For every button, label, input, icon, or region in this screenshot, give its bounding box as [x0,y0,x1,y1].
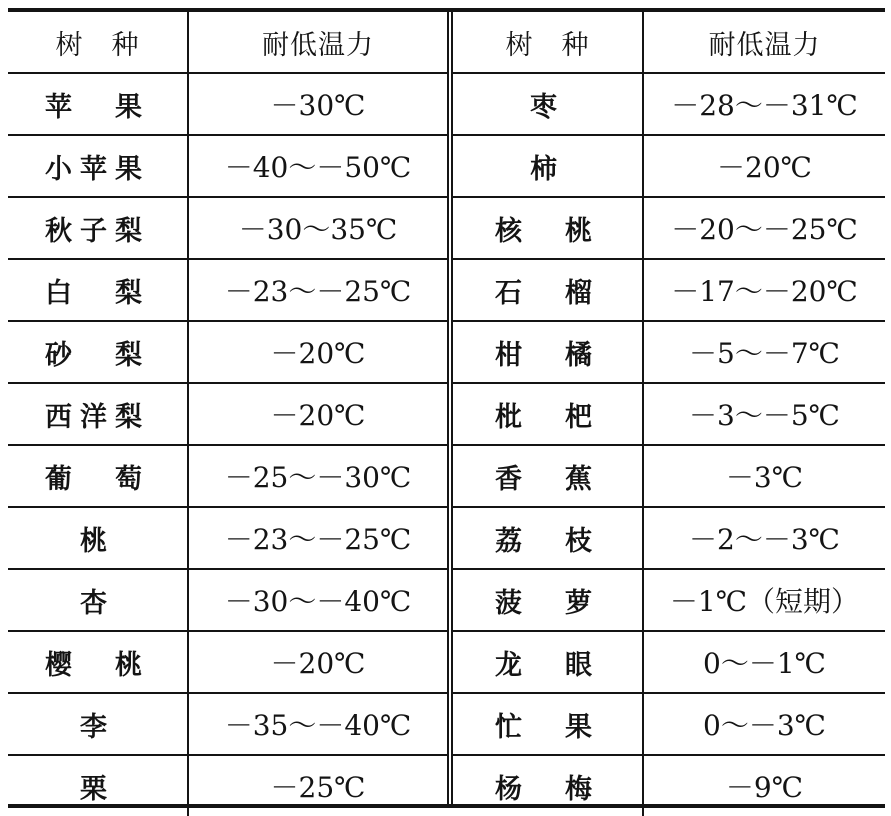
species-name: 柑 橘 [495,339,600,371]
tolerance-value: －20℃ [717,151,812,184]
right-table [453,12,885,816]
tolerance-value: －25℃ [270,771,366,804]
tolerance-value: －25～－30℃ [224,461,412,494]
tolerance-value: －20℃ [270,399,366,432]
left-table-body [8,73,447,816]
tolerance-value: －5～－7℃ [689,337,840,370]
species-column-header: 树 种 [8,12,188,73]
species-name: 葡 萄 [45,463,150,495]
species-name: 核 桃 [495,215,600,247]
species-cell [453,383,643,445]
species-cell [8,383,188,445]
tolerance-value: －3℃ [725,461,804,494]
table-row [8,631,447,693]
tolerance-cell [188,383,447,445]
tolerance-column-header: 耐低温力 [188,12,447,73]
species-name: 忙 果 [495,711,600,743]
table-row [8,135,447,197]
tolerance-value: －2～－3℃ [689,523,840,556]
table-row [453,693,885,755]
species-cell [453,73,643,135]
tolerance-cell [188,197,447,259]
table-row [453,569,885,631]
right-header-row [453,12,885,73]
species-cell [8,693,188,755]
tolerance-value: －17～－20℃ [671,275,858,308]
species-cell [8,73,188,135]
species-cell [8,631,188,693]
species-cell [453,507,643,569]
tolerance-cell [643,321,885,383]
table-row [453,631,885,693]
tolerance-column-header: 耐低温力 [643,12,885,73]
species-name: 西洋梨 [45,401,150,433]
right-table-body [453,73,885,816]
table-row [8,507,447,569]
table-row [453,445,885,507]
tolerance-value: －20℃ [270,337,366,370]
tolerance-cell [188,569,447,631]
table-row [453,321,885,383]
species-name: 菠 萝 [495,587,600,619]
species-name: 香 蕉 [495,463,600,495]
table-row [453,135,885,197]
species-cell [453,569,643,631]
tolerance-value: －30～－40℃ [224,585,412,618]
table-row [453,259,885,321]
tolerance-cell [188,135,447,197]
species-cell [453,631,643,693]
table-row [8,259,447,321]
tolerance-value: －23～－25℃ [224,523,412,556]
tolerance-cell [643,631,885,693]
tolerance-cell [188,259,447,321]
species-name: 荔 枝 [495,525,600,557]
tolerance-value: 0～－3℃ [703,709,826,742]
species-cell [8,569,188,631]
tolerance-value: －9℃ [725,771,804,804]
tolerance-value: －35～－40℃ [224,709,412,742]
tolerance-cell [643,693,885,755]
species-name: 樱 桃 [45,649,150,681]
left-header-row [8,12,447,73]
tolerance-cell [188,445,447,507]
table-right-half [453,12,885,804]
species-cell [8,197,188,259]
table-row [8,693,447,755]
tolerance-cell [188,631,447,693]
species-cell [453,321,643,383]
tolerance-value: 0～－1℃ [703,647,826,680]
tolerance-value: －20℃ [270,647,366,680]
table-row [8,383,447,445]
species-name: 杏 [80,587,115,619]
tolerance-value: －30℃ [270,89,366,122]
species-cell [453,445,643,507]
species-cell [8,507,188,569]
left-table [8,12,447,816]
species-name: 李 [80,711,115,743]
species-name: 小苹果 [45,153,150,185]
species-name: 柿 [530,153,565,185]
species-name: 桃 [80,525,115,557]
tolerance-cell [643,569,885,631]
table-row [453,197,885,259]
tolerance-cell [188,73,447,135]
tolerance-value: －20～－25℃ [671,213,858,246]
table-left-half [8,12,447,804]
species-name: 枣 [530,91,565,123]
table-row [453,383,885,445]
species-name: 枇 杷 [495,401,600,433]
species-cell [453,135,643,197]
species-name: 白 梨 [45,277,150,309]
table-bottom-rule [8,804,885,808]
species-cell [8,259,188,321]
species-cell [453,693,643,755]
tolerance-cell [643,73,885,135]
table-row [8,197,447,259]
species-name: 石 榴 [495,277,600,309]
tolerance-cell [188,693,447,755]
tolerance-value: －30～35℃ [238,213,398,246]
table-row [8,569,447,631]
cold-tolerance-table [8,8,885,808]
species-name: 杨 梅 [495,773,600,805]
table-row [453,507,885,569]
table-row [8,73,447,135]
species-name: 苹 果 [45,91,150,123]
tolerance-cell [643,259,885,321]
species-name: 砂 梨 [45,339,150,371]
species-cell [453,259,643,321]
species-cell [453,197,643,259]
tolerance-value: －28～－31℃ [671,89,858,122]
tolerance-cell [188,321,447,383]
tolerance-value: －23～－25℃ [224,275,412,308]
tolerance-cell [643,135,885,197]
table-row [8,445,447,507]
species-name: 秋子梨 [45,215,150,247]
species-cell [8,445,188,507]
table-row [8,321,447,383]
tolerance-value: －3～－5℃ [689,399,840,432]
table-row [453,73,885,135]
tolerance-cell [643,197,885,259]
tolerance-cell [188,507,447,569]
tolerance-cell [643,445,885,507]
species-cell [8,135,188,197]
tolerance-value: －1℃（短期） [669,585,860,618]
species-name: 栗 [80,773,115,805]
species-name: 龙 眼 [495,649,600,681]
species-cell [8,321,188,383]
tolerance-cell [643,383,885,445]
tolerance-value: －40～－50℃ [224,151,412,184]
tolerance-cell [643,507,885,569]
species-column-header: 树 种 [453,12,643,73]
